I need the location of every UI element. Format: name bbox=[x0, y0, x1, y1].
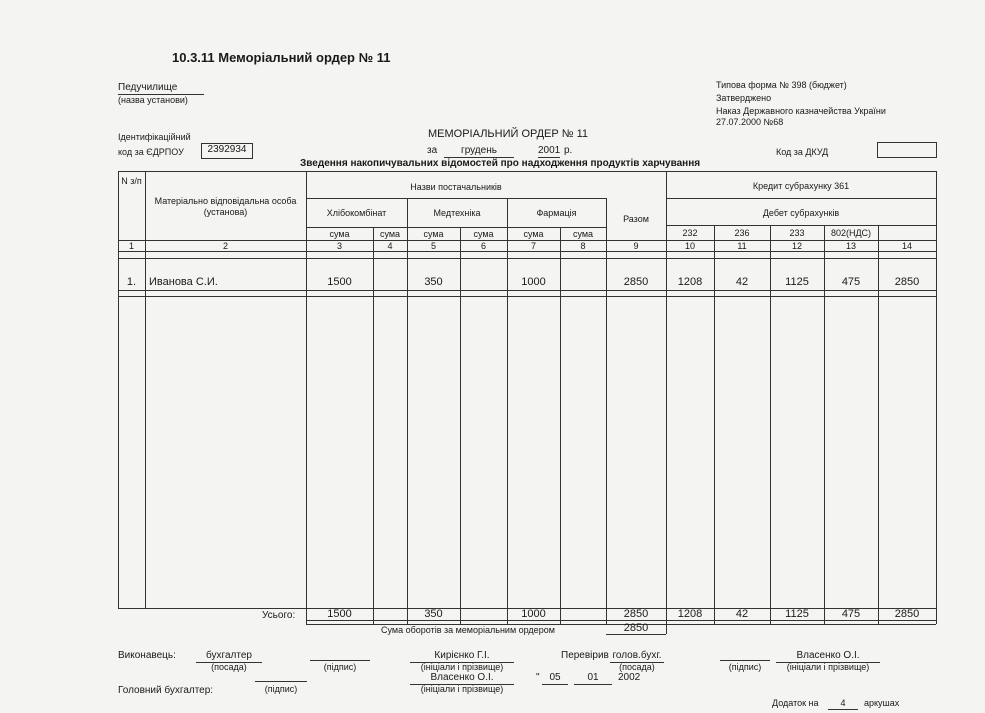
checker-position-caption: (посада) bbox=[619, 662, 655, 672]
row-num: 1. bbox=[126, 276, 137, 288]
col-number: 3 bbox=[336, 241, 342, 251]
col-number: 11 bbox=[737, 241, 747, 251]
row-value: 42 bbox=[735, 276, 749, 288]
row-value: 475 bbox=[841, 276, 861, 288]
debit-account-232: 232 bbox=[682, 228, 698, 238]
appendix-label: Додаток на bbox=[772, 698, 819, 708]
col-number: 5 bbox=[430, 241, 436, 251]
totals-label: Усього: bbox=[262, 610, 296, 621]
form-info-line4: 27.07.2000 №68 bbox=[716, 117, 784, 127]
supplier-3: Фармація bbox=[536, 208, 577, 218]
checker-signature-line bbox=[720, 660, 770, 661]
chief-signature-line bbox=[255, 681, 307, 682]
header-debit: Дебет субрахунків bbox=[762, 208, 840, 218]
institution-name: Педучилище bbox=[118, 82, 204, 95]
total-value: 350 bbox=[424, 608, 443, 620]
executor-signature-caption: (підпис) bbox=[323, 662, 357, 672]
checker-name-caption: (ініціали і прізвище) bbox=[786, 662, 870, 672]
date-day: 05 bbox=[542, 672, 568, 685]
supplier-2: Медтехніка bbox=[433, 208, 481, 218]
checked-label: Перевірив bbox=[561, 650, 609, 661]
total-value: 1000 bbox=[521, 608, 546, 620]
row-value: 1125 bbox=[785, 276, 809, 288]
suma-5: сума bbox=[523, 229, 544, 239]
chief-label: Головний бухгалтер: bbox=[118, 685, 214, 696]
date-year: 2002 bbox=[618, 672, 641, 683]
row-value: 1000 bbox=[521, 276, 546, 288]
chief-name: Власенко О.І. bbox=[410, 672, 514, 685]
row-value: 2850 bbox=[894, 276, 920, 288]
total-value: 2850 bbox=[894, 608, 920, 620]
col-number: 14 bbox=[901, 241, 912, 251]
row-value: 2850 bbox=[623, 276, 649, 288]
checker-name: Власенко О.І. bbox=[776, 650, 880, 663]
row-person: Иванова С.И. bbox=[149, 276, 218, 288]
debit-account-233: 233 bbox=[789, 228, 805, 238]
executor-name-caption: (ініціали і прізвище) bbox=[420, 662, 504, 672]
chief-name-caption: (ініціали і прізвище) bbox=[420, 684, 504, 694]
header-total: Разом bbox=[623, 214, 649, 224]
page-heading: 10.3.11 Меморіальний ордер № 11 bbox=[172, 50, 391, 65]
form-info-line3: Наказ Державного казначейства України bbox=[716, 106, 886, 116]
col-number: 2 bbox=[222, 241, 228, 251]
suma-4: сума bbox=[473, 229, 494, 239]
dkud-box bbox=[877, 142, 937, 158]
total-value: 2850 bbox=[623, 608, 649, 620]
executor-position-caption: (посада) bbox=[211, 662, 247, 672]
header-num: N з/п bbox=[121, 176, 142, 186]
supplier-1: Хлібокомбінат bbox=[326, 208, 387, 218]
debit-account-236: 236 bbox=[734, 228, 750, 238]
header-suppliers: Назви постачальників bbox=[410, 182, 502, 192]
edrpou-code: 2392934 bbox=[201, 143, 253, 159]
form-info-line2: Затверджено bbox=[716, 93, 772, 103]
row-value: 1208 bbox=[677, 276, 703, 288]
form-info-line1: Типова форма № 398 (бюджет) bbox=[716, 80, 847, 90]
turnover-label: Сума оборотів за меморіальним ордером bbox=[381, 625, 555, 635]
edrpou-label1: Ідентифікаційний bbox=[118, 132, 191, 142]
header-credit: Кредит субрахунку 361 bbox=[752, 181, 850, 191]
chief-signature-caption: (підпис) bbox=[264, 684, 298, 694]
suma-2: сума bbox=[379, 229, 401, 239]
total-value: 475 bbox=[841, 608, 861, 620]
suma-1: сума bbox=[329, 229, 350, 239]
date-prefix: " bbox=[536, 672, 540, 683]
col-number: 7 bbox=[530, 241, 536, 251]
institution-caption: (назва установи) bbox=[118, 95, 188, 105]
total-value: 1500 bbox=[327, 608, 352, 620]
order-year: 2001 bbox=[538, 145, 561, 156]
appendix-count: 4 bbox=[828, 698, 858, 710]
row-value: 1500 bbox=[327, 276, 352, 288]
suma-3: сума bbox=[423, 229, 444, 239]
header-person: Матеріально відповідальна особа (установа) bbox=[154, 196, 297, 217]
appendix-unit: аркушах bbox=[864, 698, 900, 708]
order-title: МЕМОРІАЛЬНИЙ ОРДЕР № 11 bbox=[428, 128, 589, 140]
col-number: 4 bbox=[387, 241, 393, 251]
row-value: 350 bbox=[424, 276, 443, 288]
col-number: 1 bbox=[128, 241, 134, 251]
order-year-suffix: р. bbox=[564, 145, 573, 156]
checker-position: голов.бухг. bbox=[610, 650, 664, 663]
total-value: 42 bbox=[735, 608, 749, 620]
executor-name: Кирієнко Г.І. bbox=[410, 650, 514, 663]
turnover-value: 2850 bbox=[623, 622, 649, 634]
dkud-label: Код за ДКУД bbox=[776, 147, 829, 157]
col-number: 9 bbox=[633, 241, 639, 251]
checker-signature-caption: (підпис) bbox=[728, 662, 762, 672]
suma-6: сума bbox=[572, 229, 594, 239]
order-month: грудень bbox=[444, 145, 514, 158]
executor-label: Виконавець: bbox=[118, 650, 176, 661]
col-number: 10 bbox=[684, 241, 695, 251]
edrpou-label2: код за ЄДРПОУ bbox=[118, 147, 184, 157]
col-number: 8 bbox=[580, 241, 586, 251]
order-for: за bbox=[427, 145, 438, 156]
debit-account-802: 802(НДС) bbox=[830, 228, 872, 238]
executor-signature-line bbox=[310, 660, 370, 661]
total-value: 1125 bbox=[785, 608, 809, 620]
total-value: 1208 bbox=[677, 608, 703, 620]
col-number: 13 bbox=[845, 241, 856, 251]
date-month: 01 bbox=[574, 672, 612, 685]
col-number: 6 bbox=[480, 241, 486, 251]
col-number: 12 bbox=[791, 241, 802, 251]
table-subtitle: Зведення накопичувальних відомостей про надходження продуктів харчування bbox=[300, 158, 701, 169]
executor-position: бухгалтер bbox=[196, 650, 262, 663]
